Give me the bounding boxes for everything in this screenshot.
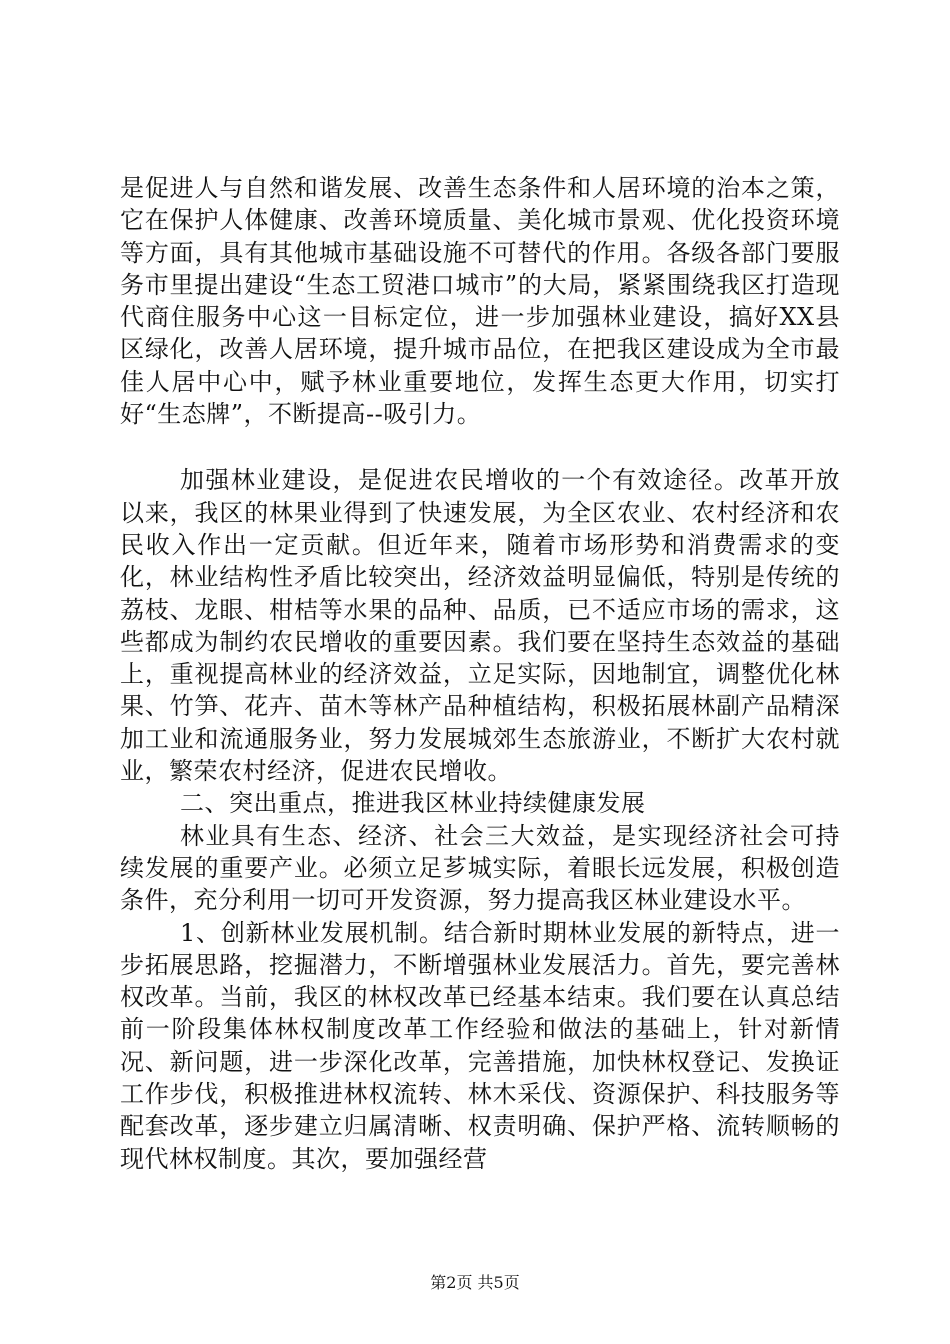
paragraph: 1、创新林业发展机制。结合新时期林业发展的新特点，进一步拓展思路，挖掘潜力，不断增强林业发展活力。首先，要完善林权改革。当前，我区的林权改革已经基本结束。我们要在认真总结前一阶段集体林权制度改革工作经验和做法的基础上，针对新情况、新问题，进一步深化改革，完善措施，加快林权登记、发换证工作步伐，积极推进林权流转、林木采伐、资源保护、科技服务等配套改革，逐步建立归属清晰、权责明确、保护严格、流转顺畅的现代林权制度。其次，要加强经营	[120, 918, 840, 1173]
paragraph: 加强林业建设，是促进农民增收的一个有效途径。改革开放以来，我区的林果业得到了快速发展，为全区农业、农村经济和农民收入作出一定贡献。但近年来，随着市场形势和消费需求的变化，林业结构性矛盾比较突出，经济效益明显偏低，特别是传统的荔枝、龙眼、柑桔等水果的品种、品质，已不适应市场的需求，这些都成为制约农民增收的重要因素。我们要在坚持生态效益的基础上，重视提高林业的经济效益，立足实际，因地制宜，调整优化林果、竹笋、花卉、苗木等林产品种植结构，积极拓展林副产品精深加工业和流通服务业，努力发展城郊生态旅游业，不断扩大农村就业，繁荣农村经济，促进农民增收。	[120, 466, 840, 786]
document-body	[120, 172, 840, 1175]
paragraph: 是促进人与自然和谐发展、改善生态条件和人居环境的治本之策，它在保护人体健康、改善环境质量、美化城市景观、优化投资环境等方面，具有其他城市基础设施不可替代的作用。各级各部门要服务市里提出建设“生态工贸港口城市”的大局，紧紧围绕我区打造现代商住服务中心这一目标定位，进一步加强林业建设，搞好XX县区绿化，改善人居环境，提升城市品位，在把我区建设成为全市最佳人居中心中，赋予林业重要地位，发挥生态更大作用，切实打好“生态牌”，不断提高--吸引力。	[120, 174, 840, 429]
paragraph: 林业具有生态、经济、社会三大效益，是实现经济社会可持续发展的重要产业。必须立足芗城实际，着眼长远发展，积极创造条件，充分利用一切可开发资源，努力提高我区林业建设水平。	[120, 821, 840, 915]
section-heading: 二、突出重点，推进我区林业持续健康发展	[180, 789, 646, 818]
page-number-footer: 第2页 共5页	[430, 1273, 520, 1292]
